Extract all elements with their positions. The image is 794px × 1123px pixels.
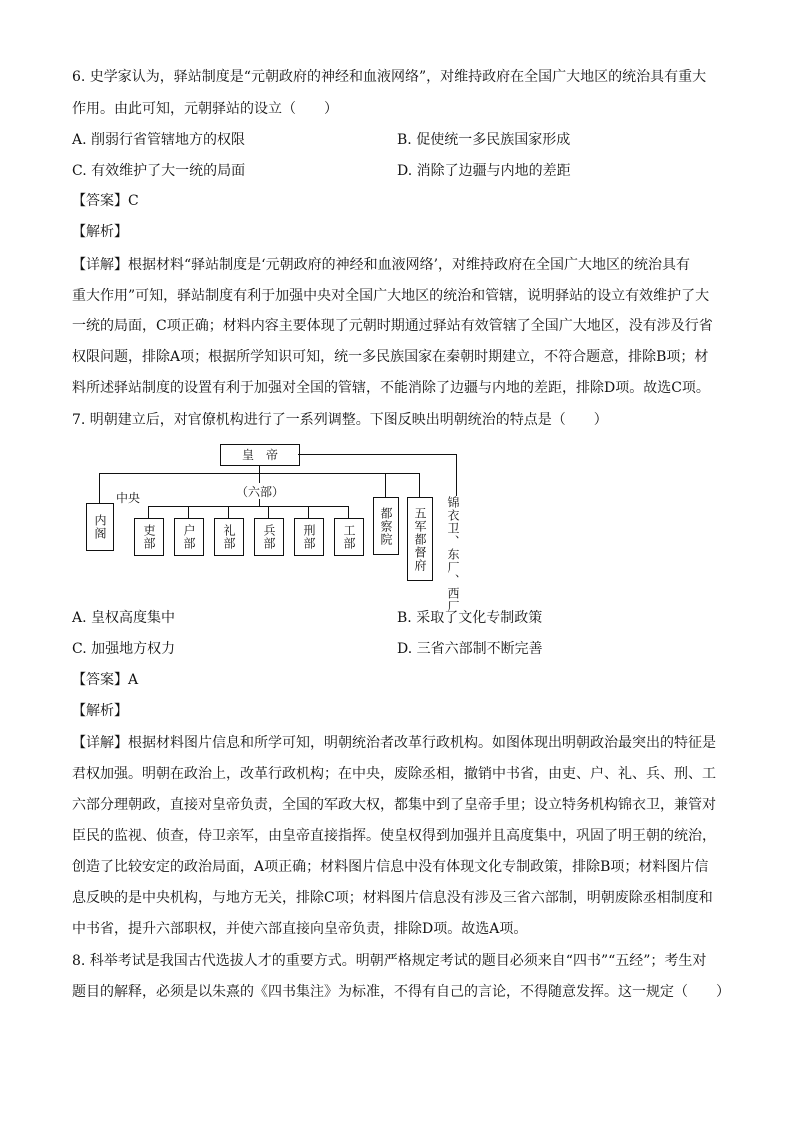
q7-detail-line: 臣民的监视、侦查，侍卫亲军，由皇帝直接指挥。使皇权得到加强并且高度集中，巩固了明王朝的统治， <box>72 828 716 844</box>
q6-detail-line: 权限问题，排除A项；根据所学知识可知，统一多民族国家在秦朝时期建立，不符合题意，排除B项；材 <box>72 349 709 365</box>
diagram-neige-box: 内阁 <box>86 503 114 551</box>
q7-detail-line: 【详解】根据材料图片信息和所学可知，明朝统治者改革行政机构。如图体现出明朝政治最突出的特征是 <box>72 735 716 751</box>
diagram-ministry-box: 兵部 <box>254 518 284 556</box>
q6-option-c: C. 有效维护了大一统的局面 <box>72 163 246 179</box>
diagram-duchayuan-box: 都察院 <box>373 497 399 555</box>
diagram-connector <box>348 506 349 518</box>
q7-answer: 【答案】A <box>72 672 139 688</box>
diagram-emperor-box: 皇 帝 <box>220 444 300 466</box>
diagram-jinyiwei-label: 锦衣卫、东厂、西厂 <box>446 496 460 613</box>
diagram-connector <box>308 506 309 518</box>
diagram-ministry-box: 户部 <box>174 518 204 556</box>
q6-detail-line: 一统的局面，C项正确；材料内容主要体现了元朝时期通过驿站有效管辖了全国广大地区，没有涉及行省 <box>72 318 713 334</box>
q6-stem-line2: 作用。由此可知，元朝驿站的设立（ ） <box>72 101 338 117</box>
diagram-ministry-box: 礼部 <box>214 518 244 556</box>
diagram-connector <box>148 506 149 518</box>
q6-detail-line: 料所述驿站制度的设置有利于加强对全国的管辖，不能消除了边疆与内地的差距，排除D项。故选C项。 <box>72 380 710 396</box>
diagram-connector <box>259 465 260 473</box>
q7-stem: 7. 明朝建立后，对官僚机构进行了一系列调整。下图反映出明朝统治的特点是（ ） <box>72 412 608 428</box>
q7-detail-line: 君权加强。明朝在政治上，改革行政机构；在中央，废除丞相，撤销中书省，由吏、户、礼、兵、刑、工 <box>72 766 716 782</box>
diagram-ministry-box: 吏部 <box>134 518 164 556</box>
q7-detail-line: 创造了比较安定的政治局面，A项正确；材料图片信息中没有体现文化专制政策，排除B项；材料图片信 <box>72 859 709 875</box>
q7-detail-line: 六部分理朝政，直接对皇帝负责，全国的军政大权，都集中到了皇帝手里；设立特务机构锦衣卫，兼管对 <box>72 797 716 813</box>
ming-government-diagram <box>84 442 474 613</box>
q7-analysis-label: 【解析】 <box>72 703 128 719</box>
q6-answer: 【答案】C <box>72 193 139 209</box>
q7-detail-line: 中书省，提升六部职权，并使六部直接向皇帝负责，排除D项。故选A项。 <box>72 921 528 937</box>
q6-detail-line: 【详解】根据材料“驿站制度是‘元朝政府的神经和血液网络’，对维持政府在全国广大地区的统治具有 <box>72 257 691 273</box>
diagram-connector <box>298 454 456 455</box>
diagram-central-label: 中央 <box>116 491 141 505</box>
diagram-six-ministries-label: （六部） <box>236 485 285 499</box>
diagram-ministry-box: 刑部 <box>294 518 324 556</box>
q7-detail-line: 息反映的是中央机构，与地方无关，排除C项；材料图片信息没有涉及三省六部制，明朝废除丞相制度和 <box>72 890 713 906</box>
diagram-connector <box>259 499 260 506</box>
q6-option-b: B. 促使统一多民族国家形成 <box>397 132 571 148</box>
diagram-connector <box>188 506 189 518</box>
q7-option-d: D. 三省六部制不断完善 <box>397 641 543 657</box>
diagram-connector <box>268 506 269 518</box>
q7-option-a: A. 皇权高度集中 <box>72 610 176 626</box>
diagram-connector <box>419 473 420 497</box>
q6-detail-line: 重大作用”可知，驿站制度有利于加强中央对全国广大地区的统治和管辖，说明驿站的设立有效维护了大 <box>72 288 710 304</box>
q6-option-a: A. 削弱行省管辖地方的权限 <box>72 132 246 148</box>
diagram-connector <box>148 506 348 507</box>
q8-stem-line2: 题目的解释，必须是以朱熹的《四书集注》为标准，不得有自己的言论，不得随意发挥。这一规定（ ） <box>72 984 730 1000</box>
q7-option-c: C. 加强地方权力 <box>72 641 176 657</box>
diagram-connector <box>228 506 229 518</box>
q8-stem-line1: 8. 科举考试是我国古代选拔人才的重要方式。明朝严格规定考试的题目必须来自“四书”“五经”；考生对 <box>72 953 707 969</box>
diagram-connector <box>99 473 100 503</box>
q6-analysis-label: 【解析】 <box>72 224 128 240</box>
q6-stem-line1: 6. 史学家认为，驿站制度是“元朝政府的神经和血液网络”，对维持政府在全国广大地区的统治具有重大 <box>72 69 707 85</box>
diagram-connector <box>259 473 260 483</box>
diagram-wujun-box: 五军都督府 <box>407 497 433 581</box>
q7-option-b: B. 采取了文化专制政策 <box>397 610 543 626</box>
q6-option-d: D. 消除了边疆与内地的差距 <box>397 163 571 179</box>
diagram-connector <box>456 454 457 496</box>
diagram-ministry-box: 工部 <box>334 518 364 556</box>
diagram-connector <box>385 473 386 497</box>
